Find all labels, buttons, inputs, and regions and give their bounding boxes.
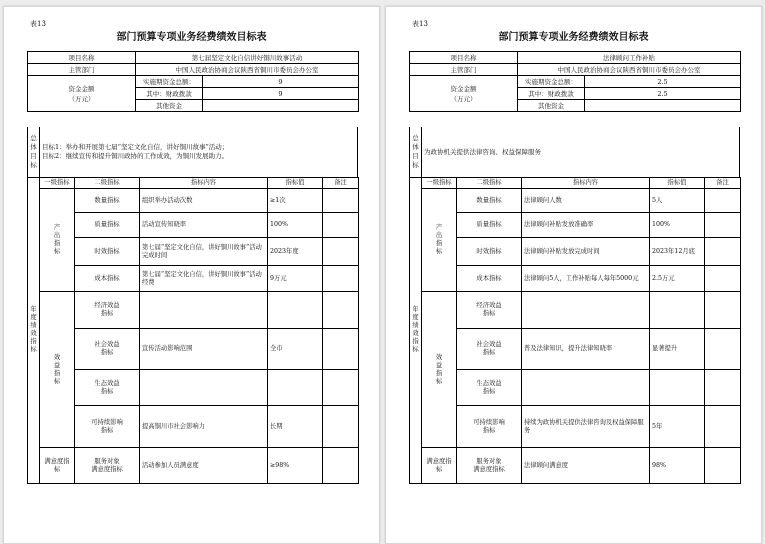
header-content: 指标内容 [140, 177, 268, 189]
project-name-value: 法律顾问工作补贴 [518, 52, 741, 64]
indicator-remark [705, 213, 741, 238]
indicator-value [268, 370, 323, 406]
indicator-remark [323, 292, 359, 329]
indicator-value: 2023年度 [268, 238, 323, 266]
indicator-value: 100% [650, 213, 705, 238]
satisfaction-indicator-label: 满意度指标 [40, 448, 75, 484]
indicator-value [268, 292, 323, 329]
header-level2: 二级指标 [457, 177, 522, 189]
level2-indicator: 服务对象 满意度指标 [457, 448, 522, 484]
indicator-value [650, 292, 705, 329]
indicator-content [140, 370, 268, 406]
indicator-value: 长期 [268, 406, 323, 448]
fund-amount-label: 资金金额 （万元） [410, 76, 518, 112]
fund-amount-label: 资金金额 （万元） [28, 76, 136, 112]
indicator-table [409, 177, 741, 484]
project-name-label: 项目名称 [410, 52, 518, 64]
indicator-content: 提高铜川市社会影响力 [140, 406, 268, 448]
fund-row-value [203, 100, 359, 112]
indicator-content: 普及法律知识，提升法律知晓率 [522, 329, 650, 370]
indicator-remark [323, 448, 359, 484]
indicator-content: 第七届“坚定文化自信，讲好铜川故事”活动经费 [140, 266, 268, 292]
project-name-label: 项目名称 [28, 52, 136, 64]
fund-row-label: 其中：财政拨款 [136, 88, 203, 100]
header-remark: 备注 [323, 177, 359, 189]
header-level1: 一级指标 [40, 177, 75, 189]
indicator-content: 宣传活动影响范围 [140, 329, 268, 370]
department-label: 主管部门 [28, 64, 136, 76]
fund-row-value: 2.5 [585, 88, 741, 100]
indicator-remark [705, 189, 741, 213]
project-header-table [409, 51, 741, 112]
indicator-remark [705, 448, 741, 484]
level2-indicator: 社会效益 指标 [457, 329, 522, 370]
indicator-value [650, 370, 705, 406]
indicator-remark [323, 266, 359, 292]
indicator-content: 法律顾问满意度 [522, 448, 650, 484]
output-indicator-label: 产 出 指 标 [40, 189, 75, 292]
indicator-content: 法律顾问5人，工作补贴每人每年5000元 [522, 266, 650, 292]
indicator-remark [705, 406, 741, 448]
indicator-content [522, 370, 650, 406]
indicator-content: 持续为政协机关提供法律咨询及权益保障服务 [522, 406, 650, 448]
header-level2: 二级指标 [75, 177, 140, 189]
fund-row-value [585, 100, 741, 112]
table-title: 部门预算专项业务经费绩效目标表 [116, 32, 267, 43]
level2-indicator: 数量指标 [75, 189, 140, 213]
indicator-content: 活动宣传知晓率 [140, 213, 268, 238]
level2-indicator: 服务对象 满意度指标 [75, 448, 140, 484]
benefit-indicator-label: 效 益 指 标 [422, 292, 457, 448]
indicator-content [140, 292, 268, 329]
indicator-value: 2.5万元 [650, 266, 705, 292]
project-header-table [27, 51, 359, 112]
header-value: 指标值 [268, 177, 323, 189]
indicator-remark [323, 370, 359, 406]
fund-row-label: 其他资金 [136, 100, 203, 112]
indicator-content: 活动参加人员满意度 [140, 448, 268, 484]
fund-row-value: 2.5 [585, 76, 741, 88]
level2-indicator: 经济效益 指标 [457, 292, 522, 329]
level2-indicator: 生态效益 指标 [457, 370, 522, 406]
level2-indicator: 生态效益 指标 [75, 370, 140, 406]
fund-row-value: 9 [203, 76, 359, 88]
indicator-value: 9万元 [268, 266, 323, 292]
indicator-remark [323, 189, 359, 213]
level2-indicator: 可持续影响 指标 [75, 406, 140, 448]
level2-indicator: 时效指标 [457, 238, 522, 266]
overall-goal-text: 目标1：举办和开展第七届“坚定文化自信，讲好铜川故事”活动； 目标2：继续宣传和提升铜川政协的工作成效，为铜川发展助力。 [40, 127, 358, 178]
overall-goal-text: 为政协机关提供法律咨询、权益保障服务 [422, 127, 740, 178]
fund-row-label: 其中：财政拨款 [518, 88, 585, 100]
indicator-content: 第七届“坚定文化自信，讲好铜川故事”活动完成时间 [140, 238, 268, 266]
level2-indicator: 成本指标 [75, 266, 140, 292]
indicator-table [27, 177, 359, 484]
table-title: 部门预算专项业务经费绩效目标表 [498, 32, 649, 43]
annual-performance-label: 年 度 绩 效 指 标 [410, 177, 422, 484]
indicator-value: ≥98% [268, 448, 323, 484]
annual-performance-label: 年 度 绩 效 指 标 [28, 177, 40, 484]
indicator-content [522, 292, 650, 329]
indicator-remark [705, 292, 741, 329]
benefit-indicator-label: 效 益 指 标 [40, 292, 75, 448]
fund-row-label: 实施期资金总额： [136, 76, 203, 88]
indicator-value: 全市 [268, 329, 323, 370]
indicator-remark [705, 370, 741, 406]
indicator-remark [705, 329, 741, 370]
indicator-value: 5人 [650, 189, 705, 213]
indicator-remark [323, 329, 359, 370]
overall-goal-label: 总 体 目 标 [410, 127, 422, 178]
indicator-content: 法律顾问补贴发放准确率 [522, 213, 650, 238]
header-content: 指标内容 [522, 177, 650, 189]
department-value: 中国人民政治协商会议陕西省铜川市委员会办公室 [136, 64, 359, 76]
level2-indicator: 质量指标 [75, 213, 140, 238]
indicator-content: 法律顾问补贴发放完成时间 [522, 238, 650, 266]
fund-row-label: 实施期资金总额： [518, 76, 585, 88]
indicator-remark [323, 213, 359, 238]
overall-goal-label: 总 体 目 标 [28, 127, 40, 178]
indicator-value: 100% [268, 213, 323, 238]
department-value: 中国人民政治协商会议陕西省铜川市委员会办公室 [518, 64, 741, 76]
level2-indicator: 可持续影响 指标 [457, 406, 522, 448]
output-indicator-label: 产 出 指 标 [422, 189, 457, 292]
indicator-value: 98% [650, 448, 705, 484]
document-page-left [3, 6, 380, 544]
indicator-value: ≥1次 [268, 189, 323, 213]
indicator-value: 显著提升 [650, 329, 705, 370]
header-value: 指标值 [650, 177, 705, 189]
indicator-value: 2023年12月底 [650, 238, 705, 266]
indicator-remark [705, 266, 741, 292]
indicator-remark [323, 406, 359, 448]
table-number: 表13 [412, 20, 428, 28]
fund-row-label: 其他资金 [518, 100, 585, 112]
header-level1: 一级指标 [422, 177, 457, 189]
indicator-remark [705, 238, 741, 266]
table-number: 表13 [30, 20, 46, 28]
indicator-content: 组织举办活动次数 [140, 189, 268, 213]
level2-indicator: 数量指标 [457, 189, 522, 213]
overall-goal-table [27, 127, 358, 178]
indicator-remark [323, 238, 359, 266]
indicator-content: 法律顾问人数 [522, 189, 650, 213]
department-label: 主管部门 [410, 64, 518, 76]
level2-indicator: 质量指标 [457, 213, 522, 238]
level2-indicator: 成本指标 [457, 266, 522, 292]
level2-indicator: 经济效益 指标 [75, 292, 140, 329]
satisfaction-indicator-label: 满意度指标 [422, 448, 457, 484]
level2-indicator: 时效指标 [75, 238, 140, 266]
overall-goal-table [409, 127, 740, 178]
document-page-right [385, 6, 762, 544]
indicator-value: 5年 [650, 406, 705, 448]
project-name-value: 第七届坚定文化自信讲好铜川故事活动 [136, 52, 359, 64]
header-remark: 备注 [705, 177, 741, 189]
level2-indicator: 社会效益 指标 [75, 329, 140, 370]
fund-row-value: 9 [203, 88, 359, 100]
